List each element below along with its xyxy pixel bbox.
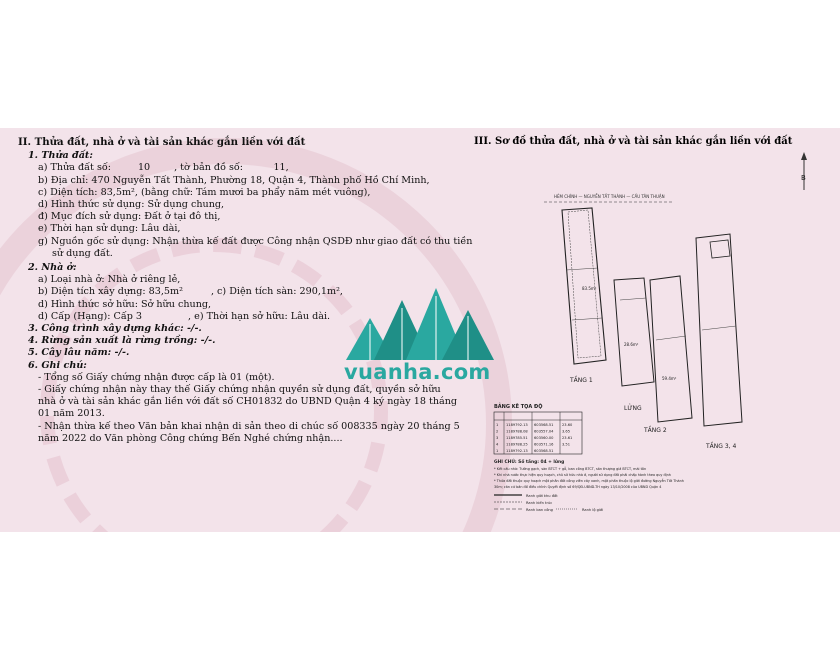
mezzanine-label: LỬNG [624, 405, 642, 412]
legend-arch: Ranh kiến trúc [526, 501, 553, 505]
north-label: B [801, 174, 806, 182]
house-ownership: d) Hình thức sở hữu: Sở hữu chung, [38, 298, 212, 310]
land-origin: g) Nguồn gốc sử dụng: Nhận thừa kế đất được Công nhận QSDĐ như giao đất có thu tiền [38, 235, 473, 247]
production-forest: 4. Rừng sản xuất là rừng trồng: -/-. [28, 335, 216, 347]
note-road-line-1: * Thửa đất thuộc quy hoạch một phần đất công viên cây xanh, một phần thuộc lộ giới đường Nguyễn Tất Thành [494, 479, 684, 483]
coord-cell: 1189785.51 [506, 436, 528, 440]
coord-cell: 2 [496, 429, 499, 434]
floor-1-label: TẦNG 1 [570, 377, 593, 384]
area-mezzanine: 28.6m² [624, 342, 639, 347]
note-1: - Tổng số Giấy chứng nhận được cấp là 01 (một). [38, 371, 275, 383]
land-area: c) Diện tích: 83,5m², (bằng chữ: Tám mươi ba phẩy năm mét vuông), [38, 186, 371, 198]
legend-road: Ranh lộ giới [582, 508, 604, 512]
note-2c: 01 năm 2013. [38, 408, 105, 420]
section-heading-ii: II. Thửa đất, nhà ở và tài sản khác gắn liền với đất [18, 136, 306, 148]
floor-34-label: TẦNG 3, 4 [706, 443, 737, 450]
section-heading-iii: III. Sơ đồ thửa đất, nhà ở và tài sản khác gắn liền với đất [474, 136, 793, 147]
coord-cell: 603568.51 [534, 423, 554, 427]
coord-cell: 3 [496, 436, 499, 440]
coord-cell: 3.51 [562, 442, 571, 447]
mezzanine-plan [614, 278, 654, 386]
house-area: b) Diện tích xây dựng: 83,5m² , c) Diện tích sàn: 290,1m², [38, 286, 343, 298]
coord-table-title: BẢNG KÊ TỌA ĐỘ [494, 404, 543, 410]
floor-2-plan [650, 276, 692, 422]
subheading-house: 2. Nhà ở: [28, 262, 77, 274]
note-planning: * Khi nhà nước thực hiện quy hoạch, chủ sử hữu nhà ở, người sử dụng đất phải chấp hành theo quy định [494, 473, 671, 477]
floor-2-label: TẦNG 2 [644, 427, 667, 434]
site-plan-diagram [474, 150, 834, 530]
note-3b: năm 2022 do Văn phòng Công chứng Bến Nghé chứng nhận.... [38, 432, 343, 444]
coord-cell: 1 [496, 423, 499, 427]
legend-land: Ranh giới khu đất [526, 494, 558, 498]
floor-34-plan [696, 234, 742, 426]
area-floor-1: 83.5m² [582, 286, 597, 291]
note-2a: - Giấy chứng nhận này thay thế Giấy chứng nhận quyền sử dụng đất, quyền sở hữu [38, 384, 441, 396]
land-parcel-number: a) Thửa đất số: 10 , tờ bản đồ số: 11, [38, 162, 289, 174]
coord-cell: 603560.00 [534, 436, 554, 440]
coord-cell: 1189788.25 [506, 442, 528, 447]
perennial-trees: 5. Cây lâu năm: -/-. [28, 347, 130, 359]
site-plan-section [474, 136, 834, 532]
note-2b: nhà ở và tài sản khác gắn liền với đất số CH01832 do UBND Quận 4 ký ngày 18 tháng [38, 396, 458, 408]
coord-cell: 23.60 [562, 423, 573, 427]
land-address: b) Địa chỉ: 470 Nguyễn Tất Thành, Phường 18, Quận 4, Thành phố Hồ Chí Minh, [38, 174, 430, 186]
land-use-form: d) Hình thức sử dụng: Sử dụng chung, [38, 199, 225, 211]
coord-cell: 1189792.13 [506, 423, 528, 427]
area-floor-2: 59.4m² [662, 376, 677, 381]
notes-heading: GHI CHÚ: Số tầng: 04 + lửng [494, 460, 565, 465]
north-arrow-icon [801, 152, 807, 190]
legend-balcony: Ranh ban công [526, 508, 553, 512]
note-structure: * Kết cấu nhà: Tường gạch, sàn BTCT + gỗ, ban công BTCT, sân thượng giả BTCT, mái tôn [494, 467, 647, 471]
street-label: HẺM CHÍNH — NGUYỄN TẤT THÀNH — CẦU TÂN THUẬN [554, 194, 665, 199]
house-type: a) Loại nhà ở: Nhà ở riêng lẻ, [38, 274, 181, 286]
coord-cell: 603568.51 [534, 449, 554, 453]
coord-cell: 4 [496, 442, 499, 447]
other-construction: 3. Công trình xây dựng khác: -/-. [28, 323, 202, 335]
coord-cell: 1 [496, 449, 499, 453]
land-use-purpose: đ) Mục đích sử dụng: Đất ở tại đô thị, [38, 211, 221, 223]
land-use-term: e) Thời hạn sử dụng: Lâu dài, [38, 223, 181, 235]
certificate-page [0, 128, 840, 532]
coord-cell: 603557.04 [534, 429, 554, 434]
subheading-land: 1. Thửa đất: [28, 150, 93, 162]
coord-cell: 1189788.08 [506, 429, 528, 434]
coord-cell: 603571.16 [534, 442, 554, 447]
coord-cell: 3.65 [562, 429, 571, 434]
land-origin-cont: sử dụng đất. [52, 247, 113, 259]
coord-cell: 23.61 [562, 436, 573, 440]
note-road-line-2: 30m; căn cứ bản đồ điều chỉnh Quyết định số 69/QĐ-UBND-TH ngày 13/10/2008 của UBND Quận 4 [494, 485, 662, 489]
subheading-notes: 6. Ghi chú: [28, 359, 87, 371]
note-3a: - Nhận thừa kế theo Văn bản khai nhận di sản theo di chúc số 008335 ngày 20 tháng 5 [38, 420, 460, 432]
coord-cell: 1189792.13 [506, 449, 528, 453]
logo-text: vuanha.com [344, 360, 491, 384]
house-grade: d) Cấp (Hạng): Cấp 3 , e) Thời hạn sở hữu: Lâu dài. [38, 310, 331, 322]
